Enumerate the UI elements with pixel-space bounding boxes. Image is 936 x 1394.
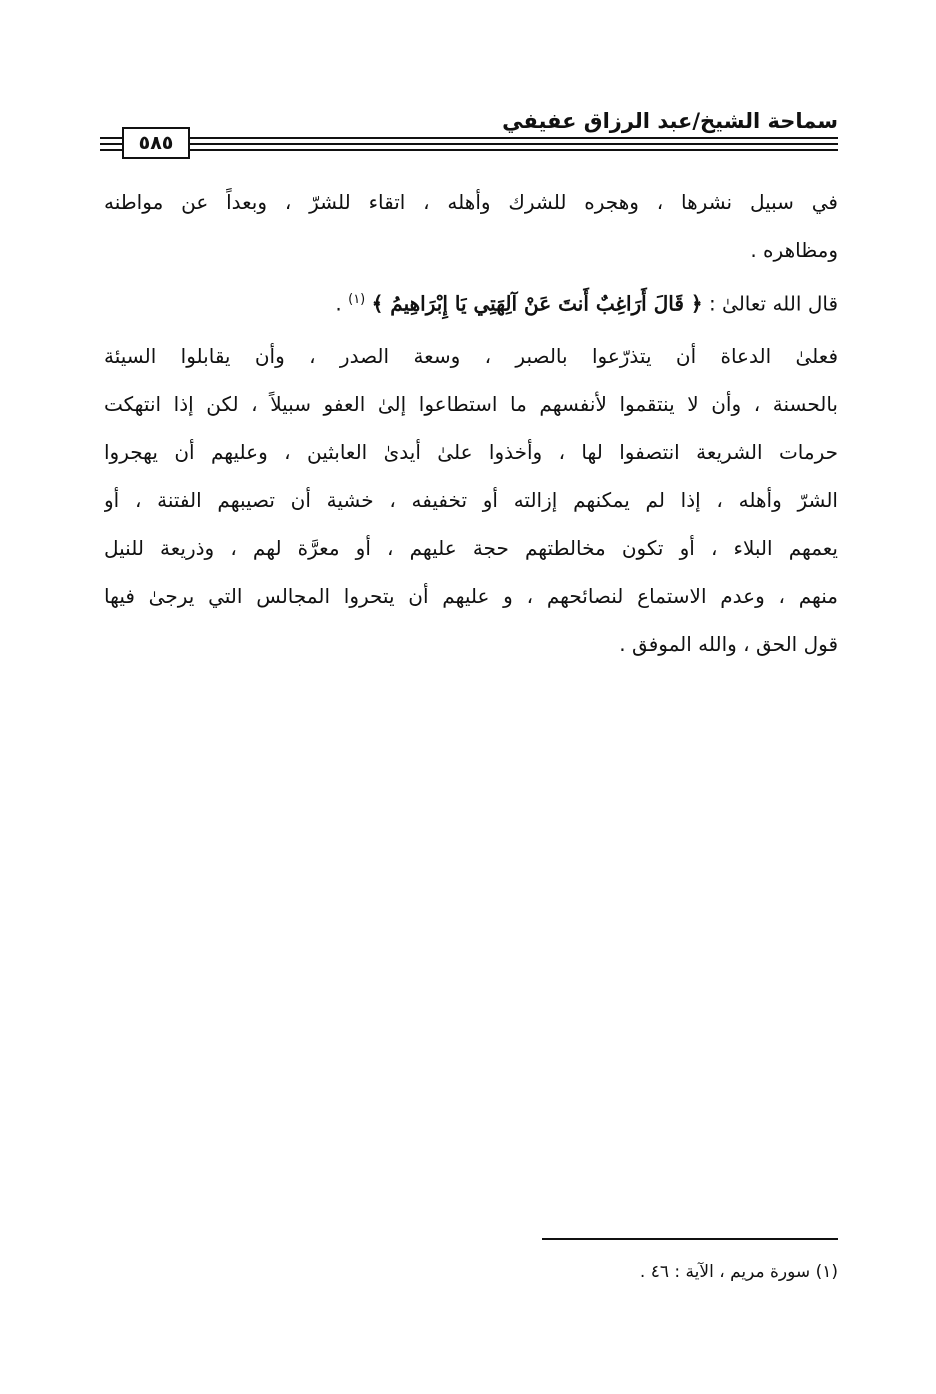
header-rule xyxy=(100,149,122,151)
verse-line xyxy=(104,274,838,326)
page-body xyxy=(104,178,838,668)
footnote-marker: (١) xyxy=(348,292,366,307)
verse-intro: قال الله تعالىٰ : xyxy=(708,291,838,316)
header-rule xyxy=(188,149,838,151)
quran-verse: ﴿ قَالَ أَرَاغِبٌ أَنتَ عَنْ آلِهَتِي يَا إِبْرَاهِيمُ ﴾ xyxy=(371,291,703,316)
page-number: ٥٨٥ xyxy=(122,127,190,159)
text-line: ومظاهره . xyxy=(750,238,838,262)
header-rule xyxy=(100,137,122,139)
text-line: بالحسنة ، وأن لا ينتقموا لأنفسهم ما استطاعوا إلىٰ العفو سبيلاً ، لكن إذا انتهكت xyxy=(104,392,838,416)
text-line: يعمهم البلاء ، أو تكون مخالطتهم حجة عليهم ، أو معرَّة لهم ، وذريعة للنيل xyxy=(104,536,838,560)
text-line: حرمات الشريعة انتصفوا لها ، وأخذوا علىٰ أيدىٰ العابثين ، وعليهم أن يهجروا xyxy=(104,440,838,464)
text-line: قول الحق ، والله الموفق . xyxy=(619,632,838,656)
text-line: فعلىٰ الدعاة أن يتذرّعوا بالصبر ، وسعة الصدر ، وأن يقابلوا السيئة xyxy=(104,344,838,368)
running-title: سماحة الشيخ/عبد الرزاق عفيفي xyxy=(502,109,838,133)
text-line: منهم ، وعدم الاستماع لنصائحهم ، و عليهم أن يتحروا المجالس التي يرجىٰ فيها xyxy=(104,584,838,608)
verse-end: . xyxy=(335,291,342,316)
header-rule xyxy=(100,143,122,145)
header-rule xyxy=(188,137,838,139)
text-line: الشرّ وأهله ، إذا لم يمكنهم إزالته أو تخفيفه ، خشية أن تصيبهم الفتنة ، أو xyxy=(104,488,838,512)
text-line: في سبيل نشرها ، وهجره للشرك وأهله ، اتقاء للشرّ ، وبعداً عن مواطنه xyxy=(104,190,838,214)
footnote-divider xyxy=(542,1238,838,1240)
page-header xyxy=(100,106,838,158)
header-rule xyxy=(188,143,838,145)
footnote: (١) سورة مريم ، الآية : ٤٦ . xyxy=(639,1262,838,1282)
